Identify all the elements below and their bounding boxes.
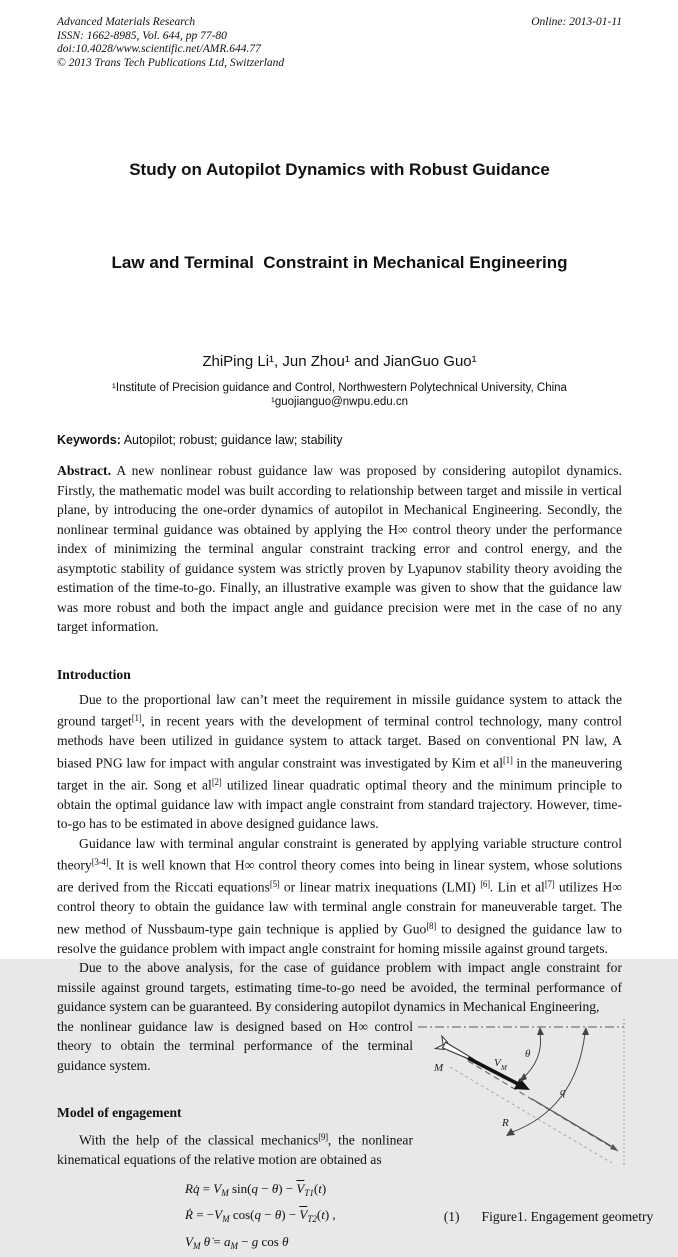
intro-paragraph-3a: Due to the above analysis, for the case of guidance problem with impact angle constraint for missile against ground targets, estimating time-to-go need be avoided, the terminal performance of guidance system can be guaranteed. By considering autopilot dynamics in Mechanical Engineering, (57, 958, 622, 1017)
q-label: q (560, 1086, 566, 1098)
velocity-label: V (494, 1057, 502, 1069)
issn-line: ISSN: 1662-8985, Vol. 644, pp 77-80 (57, 30, 622, 44)
parallel-dashed-line (450, 1067, 612, 1163)
section-heading-introduction: Introduction (57, 667, 622, 683)
figure-section (57, 1017, 622, 1257)
equation-block (57, 1178, 622, 1257)
range-line (532, 1099, 616, 1149)
doi-line: doi:10.4028/www.scientific.net/AMR.644.77 (57, 43, 622, 57)
authors: ZhiPing Li¹, Jun Zhou¹ and JianGuo Guo¹ (57, 353, 622, 370)
intro-paragraph-3b: the nonlinear guidance law is designed based on H∞ control theory to obtain the terminal performance of the terminal guidance system. (57, 1017, 413, 1076)
paper-title-line2: Law and Terminal Constraint in Mechanical Engineering (57, 247, 622, 278)
email: ¹guojianguo@nwpu.edu.cn (57, 395, 622, 409)
abstract-label: Abstract. (57, 463, 111, 478)
model-paragraph-1: With the help of the classical mechanics[9], the nonlinear kinematical equations of the relative motion are obtained as (57, 1128, 413, 1170)
equation-2: Ṙ = $-V_M$ $\cos(q - \theta) - \overline{V}_{T2}(t)$ , (185, 1204, 336, 1231)
engagement-geometry-diagram (416, 1013, 668, 1175)
paper-title (57, 92, 622, 340)
keywords-text: Autopilot; robust; guidance law; stability (121, 433, 343, 447)
intro-paragraph-2: Guidance law with terminal angular constraint is generated by applying variable structure control theory[3-4]. It is well known that H∞ control theory comes into being in linear system, whose solutions are derived from the Riccati equations[5] or linear matrix inequations (LMI) [6]. Lin et al[7] utilizes H∞ control theory to obtain the guidance law with terminal angle constrain for maneuverable target. The new method of Nussbaum-type gain technique is applied by Guo[8] to designed the guidance law to resolve the guidance problem with impact angle constraint for homing missile against ground targets. (57, 834, 622, 959)
keywords-label: Keywords: (57, 433, 121, 447)
paper-title-line1: Study on Autopilot Dynamics with Robust Guidance (57, 154, 622, 185)
abstract (57, 461, 622, 637)
theta-arc-arrowhead-top (537, 1027, 544, 1035)
figure-engagement-geometry (416, 1013, 668, 1175)
target-arrowhead (610, 1144, 618, 1151)
theta-arc-arrowhead-bottom (519, 1073, 527, 1082)
section-heading-model: Model of engagement (57, 1105, 622, 1121)
equation-1: Rq̇ = $V_M$ $\sin(q - \theta) - \overline{V}_{T1}(t)$ (185, 1178, 336, 1205)
keywords-line (57, 433, 622, 447)
q-arc-arrowhead-top (582, 1027, 589, 1035)
velocity-label-sub: M (500, 1064, 508, 1072)
journal-name: Advanced Materials Research (57, 16, 195, 30)
online-date: Online: 2013-01-11 (531, 16, 622, 30)
equation-lines (185, 1178, 336, 1257)
range-label: R (501, 1117, 509, 1129)
missile-label: M (433, 1062, 444, 1074)
equation-3: $V_M$ θ̇ = $a_M - g$ cos θ (185, 1231, 336, 1257)
intro-paragraph-1: Due to the proportional law can’t meet the requirement in missile guidance system to attack the ground target[1], in recent years with the development of terminal control technology, many control methods have been utilized in guidance system to attack target. Based on conventional PN law, A biased PNG law for impact with angular constraint was investigated by Kim et al[1] in the maneuvering target in the air. Song et al[2] utilized linear quadratic optimal theory and the minimum principle to obtain the optimal guidance law with impact angle constraint from standard trajectory. However, time-to-go has to be estimated in above designed guidance laws. (57, 690, 622, 834)
abstract-text: A new nonlinear robust guidance law was proposed by considering autopilot dynamics. Firstly, the mathematic model was built according to relationship between target and missile in vertical plane, by introducing the one-order dynamics of autopilot in Mechanical Engineering. Secondly, the nonlinear terminal guidance was obtained by applying the H∞ control theory under the performance index of minimizing the terminal angular constraint tracking error and control energy, and the asymptotic stability of guidance system was strictly proven by Lyapunov stability theory avoiding the estimation of the time-to-go. Finally, an illustrative example was given to show that the guidance law was more robust and both the impact angle and guidance precision were met in the case of no any target information. (57, 463, 622, 634)
journal-header (57, 16, 622, 70)
copyright-line: © 2013 Trans Tech Publications Ltd, Switzerland (57, 57, 622, 71)
affiliation: ¹Institute of Precision guidance and Control, Northwestern Polytechnical University, China (57, 381, 622, 395)
equation-number: (1) (444, 1209, 460, 1225)
theta-label: θ (525, 1048, 531, 1060)
figure-caption: Figure1. Engagement geometry (482, 1209, 654, 1225)
